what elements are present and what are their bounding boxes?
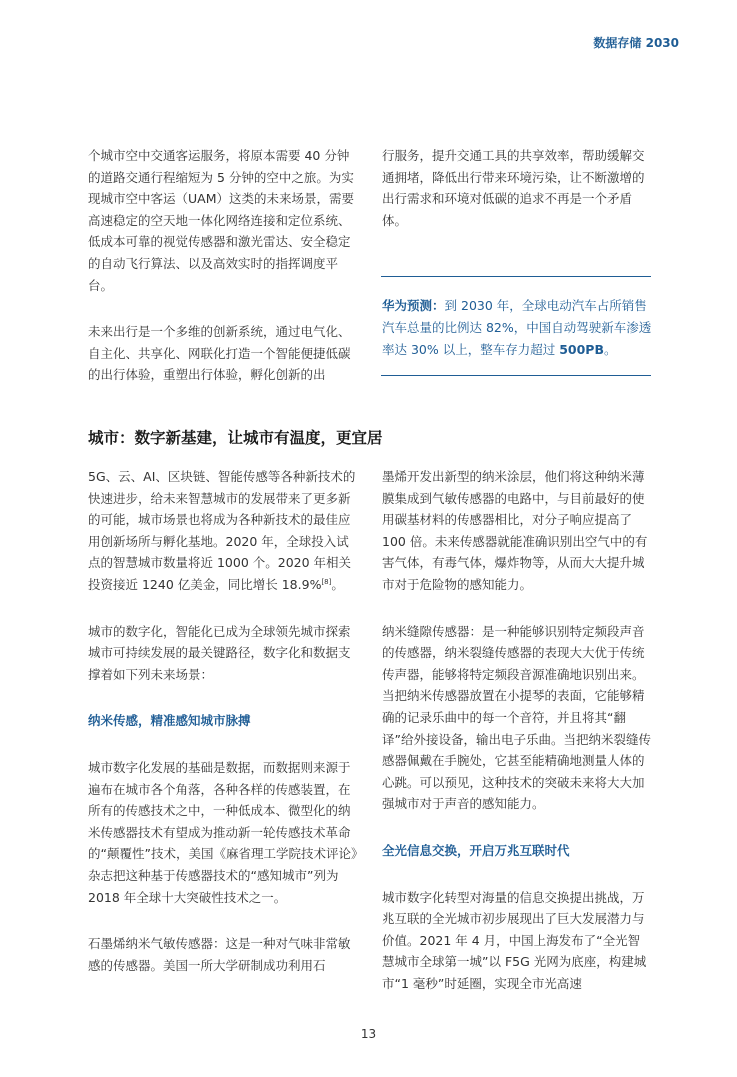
bottom-right-column bbox=[382, 466, 652, 994]
subheading-optical-exchange: 全光信息交换，开启万兆互联时代 bbox=[382, 842, 570, 858]
paragraph: 墨烯开发出新型的纳米涂层，他们将这种纳米薄膜集成到气敏传感器的电路中，与目前最好的使用碳基材料的传感器相比，对分子响应提高了 100 倍。未来传感器就能准确识别出空气中的有害气体，有毒气体，爆炸物等，从而大大提升城市对于危险物的感知能力。 bbox=[382, 469, 648, 592]
paragraph: 城市数字化转型对海量的信息交换提出挑战，万兆互联的全光城市初步展现出了巨大发展潜力与价值。2021 年 4 月，中国上海发布了“全光智慧城市全球第一城”以 F5G 光网为底座，构建城市“1 毫秒”时延圈，实现全市光高速 bbox=[382, 889, 647, 991]
paragraph: 石墨烯纳米气敏传感器：这是一种对气味非常敏感的传感器。美国一所大学研制成功利用石 bbox=[88, 936, 351, 973]
callout-label: 华为预测： bbox=[382, 298, 445, 313]
top-right-column bbox=[382, 145, 652, 231]
paragraph: 城市的数字化，智能化已成为全球领先城市探索城市可持续发展的最关键路径，数字化和数据支撑着如下列未来场景： bbox=[88, 623, 351, 682]
page-number: 13 bbox=[360, 1027, 377, 1041]
subheading-nano-sensing: 纳米传感，精准感知城市脉搏 bbox=[88, 713, 251, 729]
callout-bottom-rule bbox=[381, 375, 651, 376]
paragraph-end: 。 bbox=[331, 576, 344, 592]
document-header-title: 数据存储 2030 bbox=[593, 36, 679, 50]
forecast-callout bbox=[382, 295, 652, 361]
paragraph: 未来出行是一个多维的创新系统，通过电气化、自主化、共享化、网联化打造一个智能便捷低碳的出行体验，重塑出行体验，孵化创新的出 bbox=[88, 324, 351, 383]
paragraph: 个城市空中交通客运服务，将原本需要 40 分钟的道路交通行程缩短为 5 分钟的空中之旅。为实现城市空中客运（UAM）这类的未来场景，需要高速稳定的空天地一体化网络连接和定位系统、低成本可靠的视觉传感器和激光雷达、安全稳定的自动飞行算法、以及高效实时的指挥调度平台。 bbox=[88, 148, 354, 293]
callout-top-rule bbox=[381, 276, 651, 277]
paragraph: 行服务，提升交通工具的共享效率，帮助缓解交通拥堵，降低出行带来环境污染，让不断激增的出行需求和环境对低碳的追求不再是一个矛盾体。 bbox=[382, 148, 645, 228]
callout-emphasis: 500PB bbox=[559, 342, 605, 357]
paragraph-text: 5G、云、AI、区块链、智能传感等各种新技术的快速进步，给未来智慧城市的发展带来了更多新的可能，城市场景也将成为各种新技术的最佳应用创新场所与孵化基地。2020 年，全球投入试点的智慧城市数量将近 1000 个。2020 年相关投资接近 1240 亿美金，同比增长 18.9% bbox=[88, 469, 356, 592]
paragraph: 城市数字化发展的基础是数据，而数据则来源于遍布在城市各个角落，各种各样的传感装置，在所有的传感技术之中，一种低成本、微型化的纳米传感器技术有望成为推动新一轮传感技术革命的“颠覆性”技术，美国《麻省理工学院技术评论》杂志把这种基于传感器技术的“感知城市”列为 2018 年全球十大突破性技术之一。 bbox=[88, 759, 358, 905]
bottom-left-column bbox=[88, 466, 360, 976]
reference-marker: [8] bbox=[321, 577, 332, 586]
callout-end: 。 bbox=[604, 342, 617, 357]
paragraph bbox=[88, 466, 360, 596]
top-left-column bbox=[88, 145, 360, 386]
section-heading: 城市：数字新基建，让城市有温度，更宜居 bbox=[88, 429, 383, 447]
paragraph: 纳米缝隙传感器：是一种能够识别特定频段声音的传感器，纳米裂缝传感器的表现大大优于传统传声器，能够将特定频段音源准确地识别出来。当把纳米传感器放置在小提琴的表面，它能够精确的记录乐曲中的每一个音符，并且将其“翻译”给外接设备，输出电子乐曲。当把纳米裂缝传感器佩戴在手腕处，它甚至能精确地测量人体的心跳。可以预见，这种技术的突破未来将大大加强城市对于声音的感知能力。 bbox=[382, 623, 651, 812]
callout-text: 到 2030 年，全球电动汽车占所销售汽车总量的比例达 82%，中国自动驾驶新车渗透率达 30% 以上，整车存力超过 bbox=[382, 298, 652, 357]
